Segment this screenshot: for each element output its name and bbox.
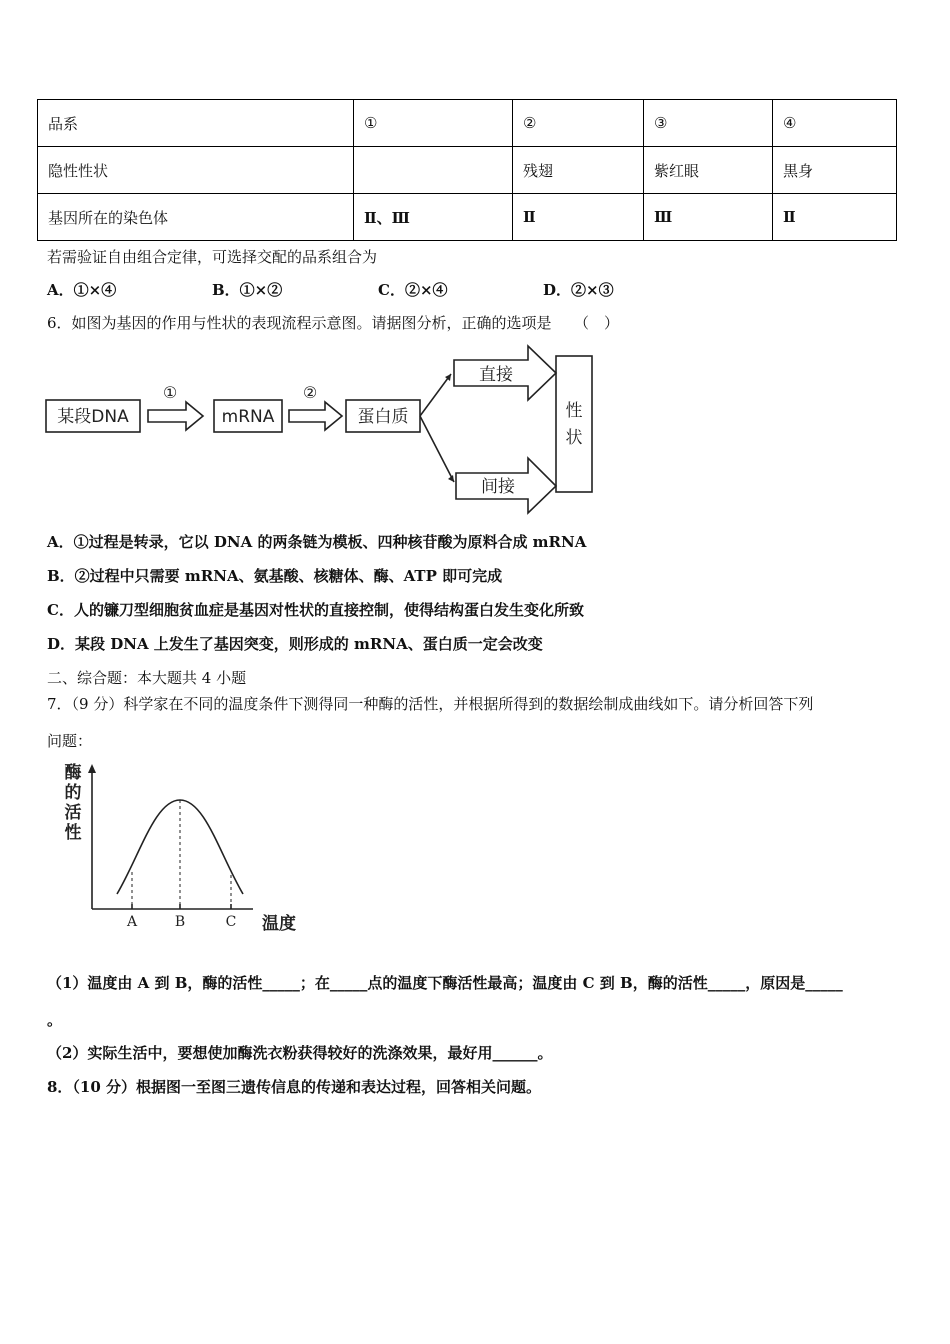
y-axis-label: 性 (64, 823, 82, 843)
q5-option-a: A．①×④ (47, 281, 117, 299)
q6-option-b: B．②过程中只需要 mRNA、氨基酸、核糖体、酶、ATP 即可完成 (47, 567, 503, 585)
tick-label-b: B (174, 914, 186, 930)
table-cell: 基因所在的染色体 (38, 194, 354, 241)
q7-sub1-line1: （1）温度由 A 到 B，酶的活性_____；在_____点的温度下酶活性最高；温度由 C 到 B，酶的活性_____，原因是_____ (47, 974, 843, 992)
table-row (38, 147, 897, 194)
q7-stem-line1: 7．（9 分）科学家在不同的温度条件下测得同一种酶的活性，并根据所得到的数据绘制成曲线如下。请分析回答下列 (47, 695, 814, 713)
step1-label: ① (162, 383, 178, 402)
q5-option-d: D．②×③ (543, 281, 614, 299)
direct-label: 直接 (479, 365, 513, 385)
branch-line-up (420, 374, 451, 416)
table-cell: ② (513, 100, 644, 147)
table-cell: Ⅱ (513, 194, 644, 241)
table-cell: 隐性性状 (38, 147, 354, 194)
arrow-step2 (289, 402, 342, 430)
section-heading: 二、综合题：本大题共 4 小题 (47, 669, 247, 687)
table-cell: Ⅲ (644, 194, 773, 241)
table-cell: 黒身 (773, 147, 897, 194)
indirect-label: 间接 (481, 477, 515, 497)
q6-option-d: D．某段 DNA 上发生了基因突变，则形成的 mRNA、蛋白质一定会改变 (47, 635, 543, 653)
x-axis-label: 温度 (262, 914, 296, 934)
trait-label-2: 状 (565, 428, 583, 448)
q7-sub2: （2）实际生活中，要想使加酶洗衣粉获得较好的洗涤效果，最好用______。 (47, 1044, 553, 1062)
q5-option-b: B．①×② (212, 281, 283, 299)
q5-option-c: C．②×④ (378, 281, 448, 299)
y-axis-label: 酶 (64, 763, 82, 783)
q6-option-a: A．①过程是转录，它以 DNA 的两条链为模板、四种核苷酸为原料合成 mRNA (47, 533, 587, 551)
table-cell: 品系 (38, 100, 354, 147)
table-cell: 残翅 (513, 147, 644, 194)
q6-option-c: C．人的镰刀型细胞贫血症是基因对性状的直接控制，使得结构蛋白发生变化所致 (47, 601, 584, 619)
y-axis-label: 的 (64, 783, 82, 803)
table-cell: ① (354, 100, 513, 147)
q7-sub1-line2: 。 (47, 1011, 63, 1029)
protein-label: 蛋白质 (357, 407, 409, 427)
gene-table (37, 99, 897, 241)
table-row (38, 194, 897, 241)
trait-label-1: 性 (565, 401, 583, 421)
trait-box (556, 356, 592, 492)
tick-label-c: C (225, 914, 237, 930)
table-cell: ④ (773, 100, 897, 147)
table-cell: ③ (644, 100, 773, 147)
tick-label-a: A (126, 914, 138, 930)
arrow-step1 (148, 402, 203, 430)
table-cell (354, 147, 513, 194)
table-row (38, 100, 897, 147)
q7-stem-line2: 问题： (47, 732, 93, 750)
table-cell: Ⅱ、Ⅲ (354, 194, 513, 241)
gene-flow-diagram (40, 340, 610, 515)
q5-stem: 若需验证自由组合定律，可选择交配的品系组合为 (47, 248, 378, 266)
y-axis-arrowhead (88, 764, 96, 773)
q6-stem: 6．如图为基因的作用与性状的表现流程示意图。请据图分析，正确的选项是 （ ） (47, 314, 620, 332)
branch-line-down (420, 416, 454, 482)
table-cell: 紫红眼 (644, 147, 773, 194)
mrna-label: mRNA (221, 407, 275, 427)
table-cell: Ⅱ (773, 194, 897, 241)
y-axis-label: 活 (64, 803, 82, 823)
enzyme-activity-chart (55, 760, 310, 940)
dna-label: 某段DNA (57, 407, 129, 427)
q8-stem: 8．（10 分）根据图一至图三遗传信息的传递和表达过程，回答相关问题。 (47, 1078, 542, 1096)
step2-label: ② (302, 383, 318, 402)
